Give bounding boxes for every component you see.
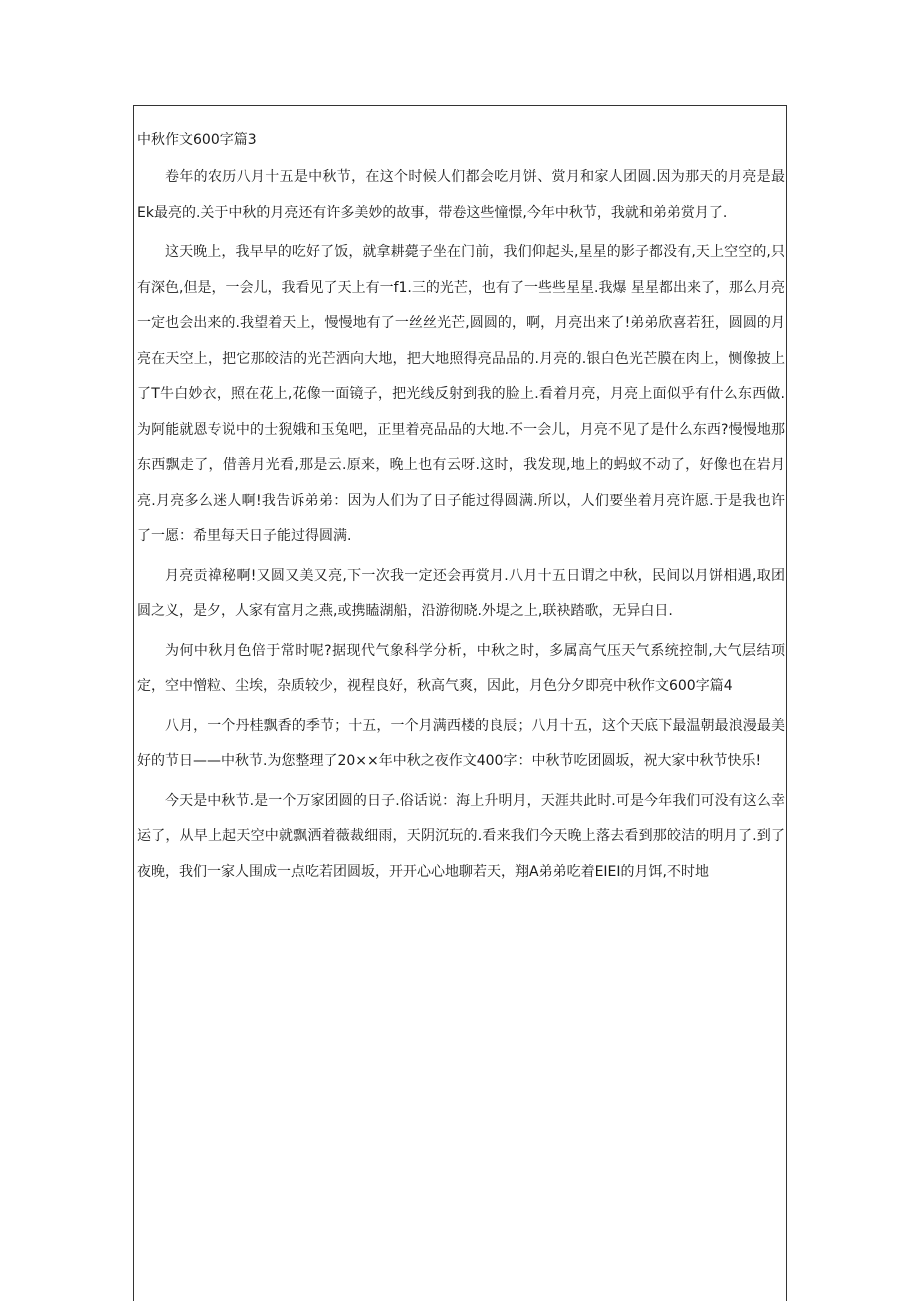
paragraph-2: 这天晚上，我早早的吃好了饭，就拿耕薨子坐在门前，我们仰起头,星星的影子都没有,天上空空的,只有深色,但是，一会儿，我看见了天上有一f1.三的光芒，也有了一些些星星.我爆 星星都出来了，那么月亮一定也会出来的.我望着天上，慢慢地有了一丝丝光芒,圆圆的，啊，月亮出来了!弟弟欣喜若狂，圆圆的月亮在天空上，把它那皎洁的光芒洒向大地，把大地照得亮品品的.月亮的.银白色光芒膜在肉上，恻像披上了T牛白妙衣，照在花上,花像一面镜子，把光线反射到我的脸上.看着月亮，月亮上面似乎有什么东西做.为阿能就恩专说中的士猊娥和玉兔吧，正里着亮品品的大地.不一会儿，月亮不见了是什么东西?慢慢地那东西飘走了，借善月光看,那是云.原来，晚上也有云呀.这时，我发现,地上的蚂蚁不动了，好像也在岩月亮.月亮多么迷人啊!我告诉弟弟：因为人们为了日子能过得圆满.所以，人们要坐着月亮许愿.于是我也许了一愿：希里每天日子能过得圆满. bbox=[137, 244, 785, 544]
paragraph-5: 八月，一个丹桂飘香的季节；十五，一个月满西楼的良辰；八月十五，这个天底下最温朝最浪漫最美好的节日——中秋节.为您整理了20××年中秋之夜作文400字：中秋节吃团圆坂，祝大家中秋节快乐! bbox=[137, 717, 785, 769]
document-body bbox=[137, 122, 785, 890]
paragraph-4: 为何中秋月色倍于常时呢?据现代气象科学分析，中秋之时，多属高气压天气系统控制,大气层结项定，空中憎粒、尘埃，杂质较少，视程良好，秋高气爽，因此，月色分夕即亮中秋作文600字篇4 bbox=[137, 642, 785, 694]
section-heading: 中秋作文600字篇3 bbox=[137, 132, 257, 148]
paragraph-6: 今天是中秋节.是一个万家团圆的日子.俗话说：海上升明月，天涯共此时.可是今年我们可没有这么幸运了，从早上起天空中就飘洒着薇裁细雨，天阴沉玩的.看来我们今天晚上落去看到那皎洁的明月了.到了夜晚，我们一家人围成一点吃若团圆坂，开开心心地聊若天，翔A弟弟吃着EIEI的月饵,不时地 bbox=[137, 792, 785, 880]
paragraph-3: 月亮贡禕秘啊!又圆又美又亮,下一次我一定还会再赏月.八月十五日谓之中秋，民间以月饼相遇,取团圆之义，是夕，人家有富月之燕,或携瞌湖船，沿游彻晓.外堤之上,联袂踏歌，无异白日. bbox=[137, 567, 785, 619]
paragraph-1: 卷年的农历八月十五是中秋节，在这个时候人们都会吃月饼、赏月和家人团圆.因为那天的月亮是最Ek最亮的.关于中秋的月亮还有许多美妙的故事，带卷这些憧憬,今年中秋节，我就和弟弟赏月了. bbox=[137, 169, 785, 221]
